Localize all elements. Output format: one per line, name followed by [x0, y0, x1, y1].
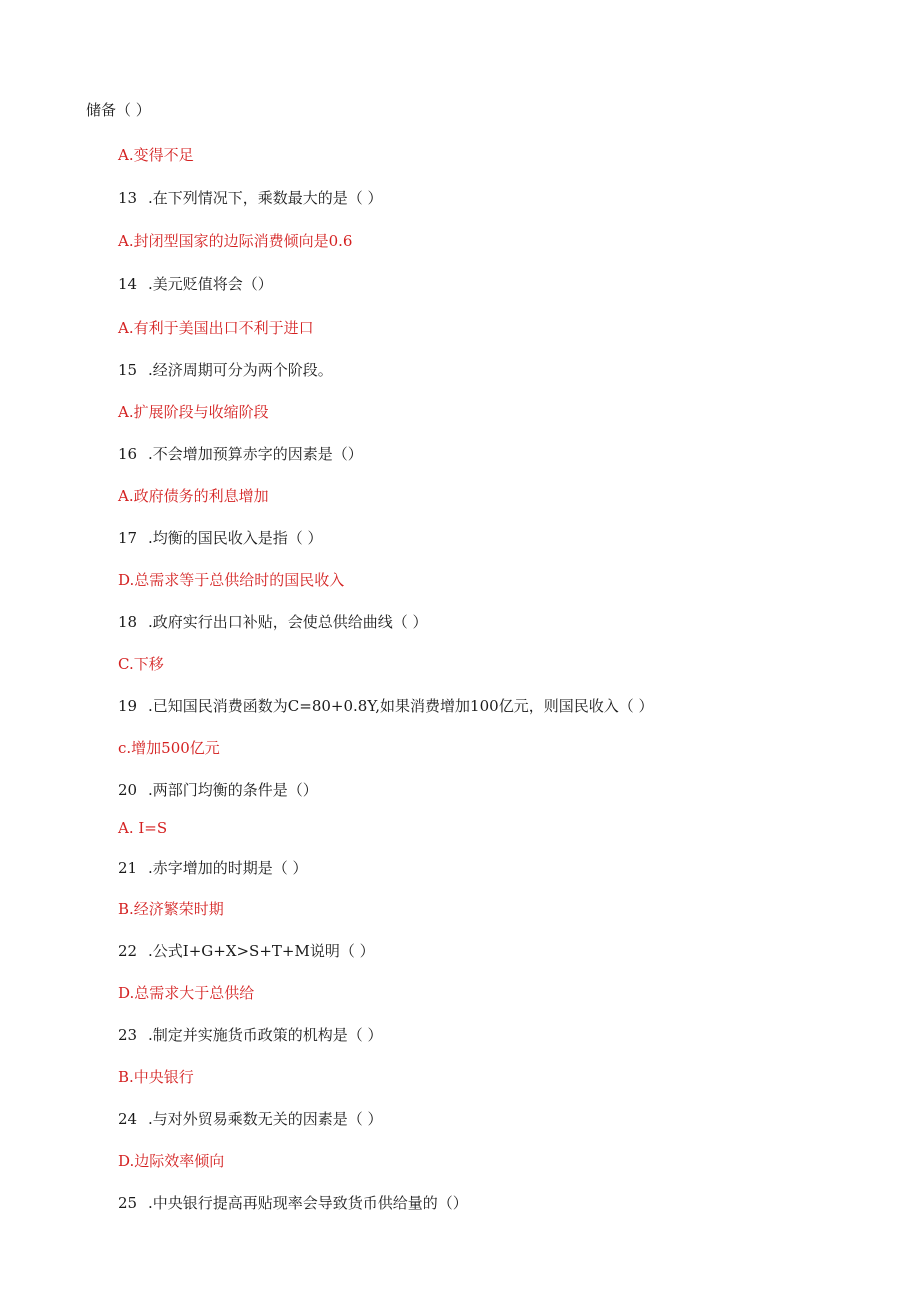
- answer-text: A.政府债务的利息增加: [118, 487, 269, 505]
- question-line: [118, 1109, 383, 1129]
- question-number: 21: [118, 859, 138, 877]
- answer-text: A. I=S: [118, 819, 168, 837]
- question-line: [118, 941, 375, 961]
- question-number: 20: [118, 781, 138, 799]
- question-number: 13: [118, 189, 138, 207]
- answer-text: B.中央银行: [118, 1068, 194, 1086]
- question-text: .美元贬值将会（）: [148, 275, 273, 293]
- question-text: .制定并实施货币政策的机构是（ ）: [148, 1026, 383, 1044]
- question-number: 25: [118, 1194, 138, 1212]
- question-number: 15: [118, 361, 138, 379]
- question-text: .在下列情况下，乘数最大的是（ ）: [148, 189, 383, 207]
- question-line: [118, 188, 383, 208]
- answer-text: D.总需求等于总供给时的国民收入: [118, 571, 345, 589]
- answer-text: C.下移: [118, 655, 164, 673]
- question-number: 18: [118, 613, 138, 631]
- question-line: [118, 780, 318, 800]
- question-text: .两部门均衡的条件是（）: [148, 781, 318, 799]
- question-line: [118, 612, 428, 632]
- answer-text: D.边际效率倾向: [118, 1152, 225, 1170]
- question-text: .与对外贸易乘数无关的因素是（ ）: [148, 1110, 383, 1128]
- answer-text: A.变得不足: [118, 146, 194, 164]
- question-line: [118, 858, 308, 878]
- answer-text: c.增加500亿元: [118, 739, 220, 757]
- answer-text: D.总需求大于总供给: [118, 984, 255, 1002]
- question-number: 24: [118, 1110, 138, 1128]
- question-text: .不会增加预算赤字的因素是（）: [148, 445, 363, 463]
- question-number: 16: [118, 445, 138, 463]
- continuation-text: 储备（ ）: [86, 101, 151, 119]
- question-text: .中央银行提高再贴现率会导致货币供给量的（）: [148, 1194, 468, 1212]
- question-text: .均衡的国民收入是指（ ）: [148, 529, 323, 547]
- question-line: [118, 528, 323, 548]
- question-text: .已知国民消费函数为C=80+0.8Y,如果消费增加100亿元，则国民收入（ ）: [148, 697, 654, 715]
- answer-text: B.经济繁荣时期: [118, 900, 224, 918]
- question-number: 19: [118, 697, 138, 715]
- question-number: 23: [118, 1026, 138, 1044]
- question-line: [118, 1193, 468, 1213]
- question-line: [118, 360, 333, 380]
- question-number: 17: [118, 529, 138, 547]
- question-text: .政府实行出口补贴，会使总供给曲线（ ）: [148, 613, 428, 631]
- question-text: .公式I+G+X>S+T+M说明（ ）: [148, 942, 375, 960]
- question-line: [118, 274, 273, 294]
- question-line: [118, 444, 363, 464]
- question-text: .经济周期可分为两个阶段。: [148, 361, 333, 379]
- question-text: .赤字增加的时期是（ ）: [148, 859, 308, 877]
- answer-text: A.扩展阶段与收缩阶段: [118, 403, 269, 421]
- question-line: [118, 696, 653, 716]
- question-number: 14: [118, 275, 138, 293]
- answer-text: A.封闭型国家的边际消费倾向是0.6: [118, 232, 353, 250]
- question-number: 22: [118, 942, 138, 960]
- answer-text: A.有利于美国出口不利于进口: [118, 319, 314, 337]
- question-line: [118, 1025, 383, 1045]
